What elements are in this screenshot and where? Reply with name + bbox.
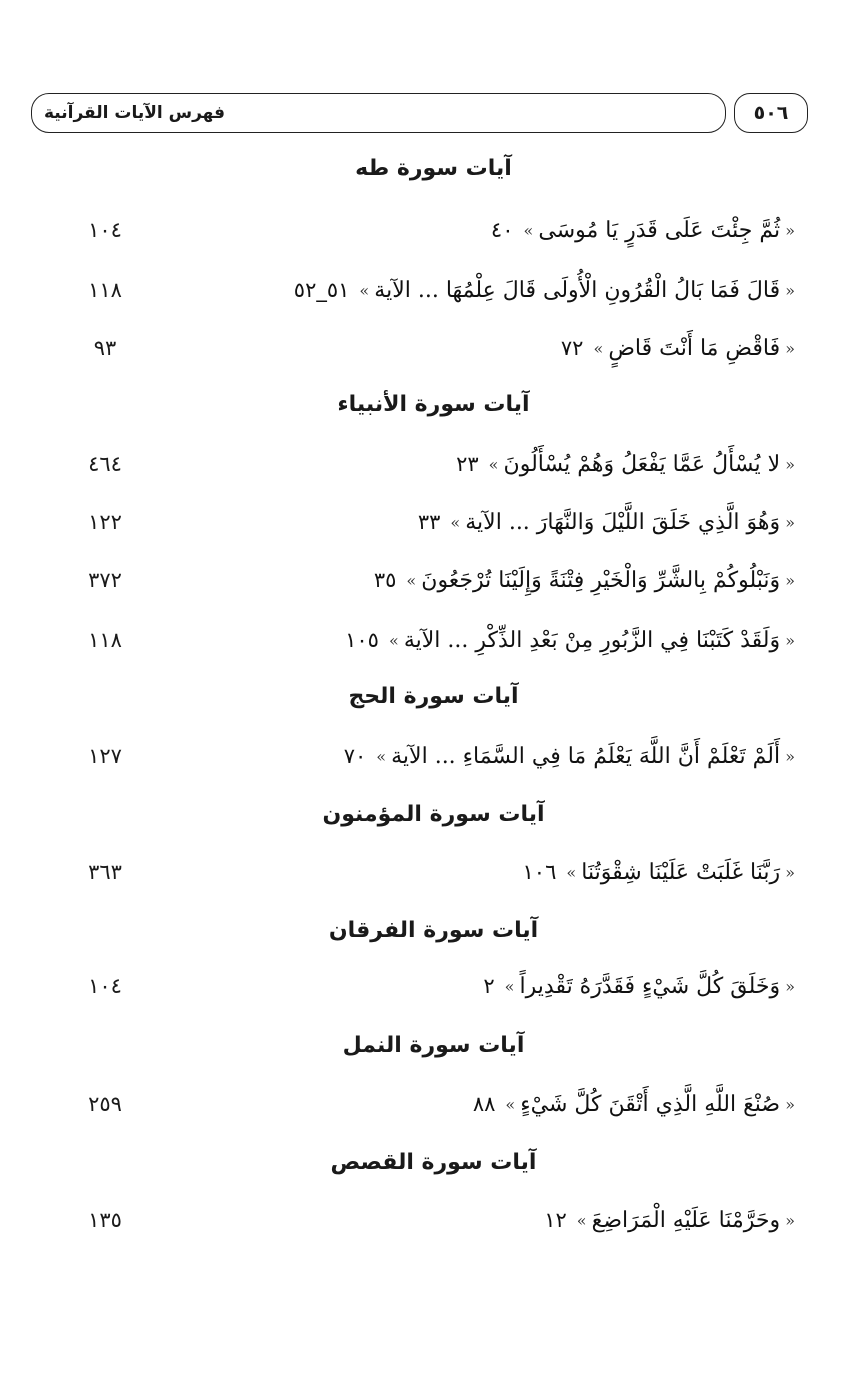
page-reference: ٣٧٢ <box>88 568 122 592</box>
page-reference: ١١٨ <box>88 278 122 302</box>
page-reference: ١٢٧ <box>88 744 122 768</box>
verse-text: وَنَبْلُوكُمْ بِالشَّرِّ وَالْخَيْرِ فِتْنَةً وَإِلَيْنَا تُرْجَعُونَ <box>421 568 781 593</box>
verse-entry <box>0 270 867 310</box>
ornate-bracket-open-icon: « <box>780 221 795 240</box>
sura-heading: آيات سورة النمل <box>342 1033 525 1058</box>
verse-text: صُنْعَ اللَّهِ الَّذِي أَتْقَنَ كُلَّ شَيْءٍ <box>520 1092 781 1117</box>
ornate-bracket-close-icon: » <box>576 1211 592 1230</box>
ornate-bracket-open-icon: « <box>780 631 795 650</box>
ornate-bracket-open-icon: « <box>780 339 795 358</box>
verse-line <box>473 1084 795 1125</box>
verse-text: لا يُسْأَلُ عَمَّا يَفْعَلُ وَهُمْ يُسْأَلُونَ <box>503 452 781 477</box>
page-reference: ١٠٤ <box>88 218 122 242</box>
ornate-bracket-close-icon: » <box>523 221 539 240</box>
verse-text: رَبَّنَا غَلَبَتْ عَلَيْنَا شِقْوَتُنَا <box>581 860 781 885</box>
verse-line <box>374 560 795 601</box>
verse-text: قَالَ فَمَا بَالُ الْقُرُونِ الْأُولَى قَالَ عِلْمُهَا ... الآية <box>374 278 781 303</box>
ornate-bracket-open-icon: « <box>780 513 795 532</box>
verse-entry <box>0 502 867 542</box>
ayah-number: ٧٢ <box>560 336 584 360</box>
verse-entry <box>0 736 867 776</box>
ornate-bracket-close-icon: » <box>593 339 609 358</box>
ornate-bracket-close-icon: » <box>566 863 582 882</box>
verse-line <box>456 444 795 485</box>
ornate-bracket-close-icon: » <box>488 455 504 474</box>
ayah-number: ١٢ <box>544 1208 567 1232</box>
ornate-bracket-close-icon: » <box>505 1095 521 1114</box>
ornate-bracket-open-icon: « <box>780 455 795 474</box>
page-reference: ٣٦٣ <box>88 860 122 884</box>
verse-text: وَخَلَقَ كُلَّ شَيْءٍ فَقَدَّرَهُ تَقْدِيراً <box>519 974 781 999</box>
ayah-number: ٣٣ <box>417 510 441 534</box>
verse-entry <box>0 560 867 600</box>
verse-line <box>491 210 795 251</box>
sura-heading: آيات سورة طه <box>355 156 512 181</box>
ornate-bracket-open-icon: « <box>780 977 795 996</box>
ayah-number: ٤٠ <box>490 218 514 242</box>
ornate-bracket-close-icon: » <box>388 631 404 650</box>
verse-entry <box>0 210 867 250</box>
ornate-bracket-close-icon: » <box>359 281 375 300</box>
page-reference: ٤٦٤ <box>88 452 122 476</box>
page-reference: ١١٨ <box>88 628 122 652</box>
verse-line <box>294 270 795 311</box>
verse-line <box>418 502 795 543</box>
ayah-number: ٧٠ <box>343 744 367 768</box>
ornate-bracket-open-icon: « <box>780 281 795 300</box>
page-reference: ٩٣ <box>93 336 117 360</box>
ornate-bracket-open-icon: « <box>780 1095 795 1114</box>
header-title: فهرس الآيات القرآنية <box>44 103 226 123</box>
ayah-number: ٣٥ <box>373 568 397 592</box>
ornate-bracket-open-icon: « <box>780 1211 795 1230</box>
verse-entry <box>0 1200 867 1240</box>
sura-heading: آيات سورة الفرقان <box>328 918 539 943</box>
ayah-number: ٨٨ <box>472 1092 496 1116</box>
verse-line <box>561 328 795 369</box>
verse-entry <box>0 620 867 660</box>
ornate-bracket-open-icon: « <box>780 863 795 882</box>
sura-heading: آيات سورة الحج <box>348 684 519 709</box>
ornate-bracket-open-icon: « <box>780 747 795 766</box>
verse-entry <box>0 444 867 484</box>
page-reference: ١٠٤ <box>88 974 122 998</box>
page-reference: ١٣٥ <box>88 1208 122 1232</box>
verse-text: أَلَمْ تَعْلَمْ أَنَّ اللَّهَ يَعْلَمُ مَا فِي السَّمَاءِ ... الآية <box>391 744 781 769</box>
ornate-bracket-close-icon: » <box>504 977 520 996</box>
ayah-number: ٥١_٥٢ <box>293 278 350 302</box>
sura-heading: آيات سورة المؤمنون <box>322 802 545 827</box>
page-reference: ٢٥٩ <box>88 1092 122 1116</box>
verse-text: وَلَقَدْ كَتَبْنَا فِي الزَّبُورِ مِنْ بَعْدِ الذِّكْرِ ... الآية <box>403 628 781 653</box>
ayah-number: ٢٣ <box>456 452 479 476</box>
verse-entry <box>0 966 867 1006</box>
ornate-bracket-close-icon: » <box>406 571 422 590</box>
verse-text: ثُمَّ جِئْتَ عَلَى قَدَرٍ يَا مُوسَى <box>538 218 781 243</box>
ornate-bracket-close-icon: » <box>450 513 466 532</box>
verse-entry <box>0 852 867 892</box>
sura-heading: آيات سورة الأنبياء <box>337 392 530 417</box>
ornate-bracket-close-icon: » <box>376 747 392 766</box>
verse-line <box>483 966 795 1007</box>
verse-entry <box>0 328 867 368</box>
verse-line <box>345 620 795 661</box>
page-reference: ١٢٢ <box>88 510 122 534</box>
verse-text: وَهُوَ الَّذِي خَلَقَ اللَّيْلَ وَالنَّهَارَ ... الآية <box>465 510 781 535</box>
verse-text: فَاقْضِ مَا أَنْتَ قَاضٍ <box>608 336 781 361</box>
sura-heading: آيات سورة القصص <box>330 1150 537 1175</box>
ayah-number: ١٠٥ <box>345 628 379 652</box>
verse-entry <box>0 1084 867 1124</box>
ayah-number: ١٠٦ <box>522 860 557 884</box>
verse-line <box>344 736 795 777</box>
verse-line <box>523 852 795 893</box>
verse-text: وحَرَّمْنَا عَلَيْهِ الْمَرَاضِعَ <box>591 1208 781 1233</box>
ayah-number: ٢ <box>483 974 495 998</box>
verse-line <box>544 1200 795 1241</box>
ornate-bracket-open-icon: « <box>780 571 795 590</box>
page-number: ٥٠٦ <box>734 93 808 133</box>
